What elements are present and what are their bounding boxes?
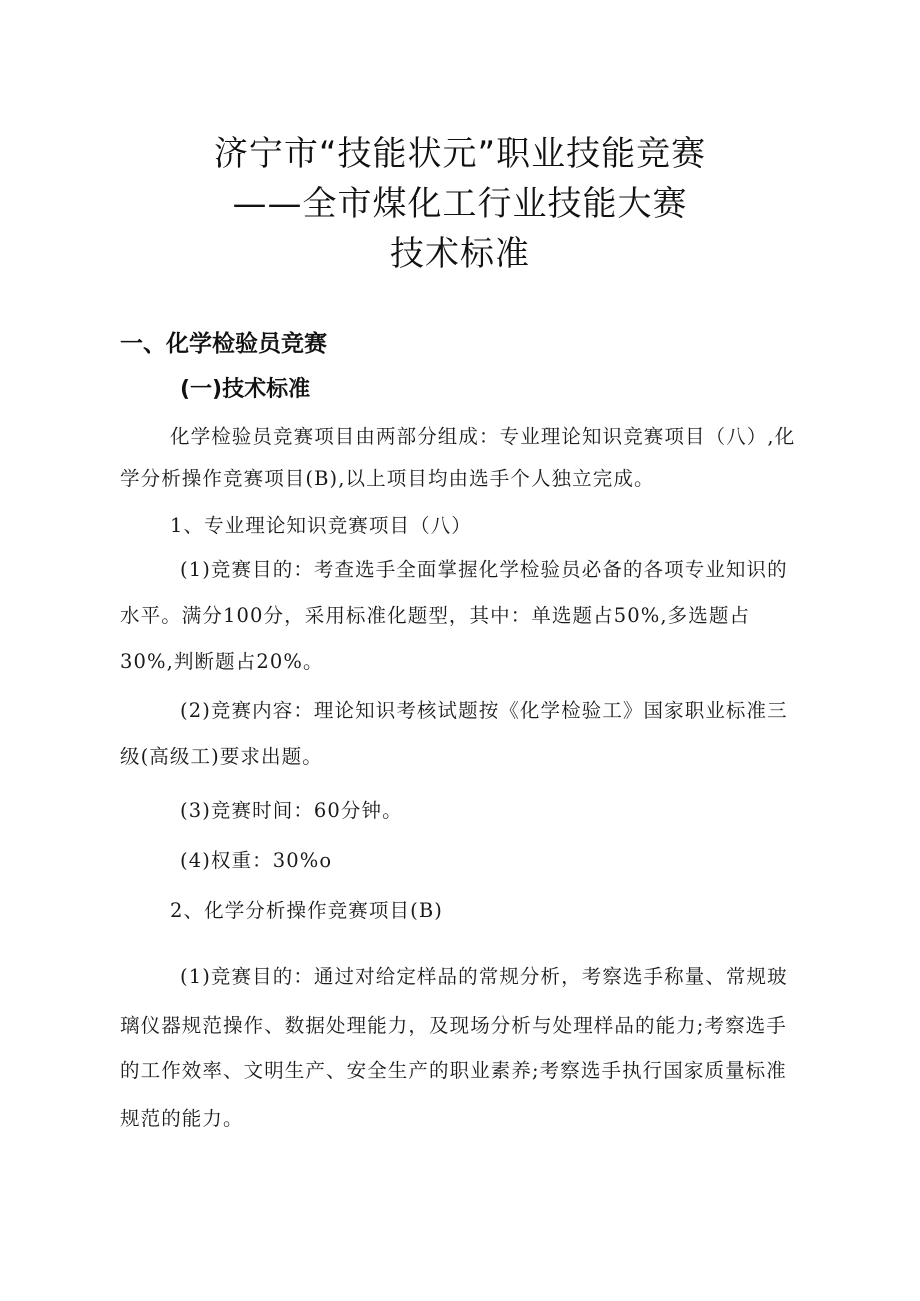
item1-heading: 1、专业理论知识竞赛项目（八） [170,514,472,537]
document-title-line-3: 技术标准 [390,234,530,274]
item1-time: (3)竞赛时间：60分钟。 [180,799,403,822]
subsection-heading: (一)技术标准 [180,377,311,402]
item1-purpose-line-3: 30%,判断题占20%。 [120,650,324,673]
intro-paragraph-line-1: 化学检验员竞赛项目由两部分组成：专业理论知识竞赛项目（八）,化 [170,425,796,448]
item2-purpose-line-2: 璃仪器规范操作、数据处理能力，及现场分析与处理样品的能力;考察选手 [120,1014,787,1037]
section-heading: 一、化学检验员竞赛 [120,331,327,357]
item1-content-line-1: (2)竞赛内容：理论知识考核试题按《化学检验工》国家职业标准三 [180,699,788,722]
item2-purpose-line-3: 的工作效率、文明生产、安全生产的职业素养;考察选手执行国家质量标准 [120,1059,787,1082]
item1-content-line-2: 级(高级工)要求出题。 [120,745,323,768]
item2-purpose-line-1: (1)竞赛目的：通过对给定样品的常规分析，考察选手称量、常规玻 [180,965,788,988]
document-title-line-1: 济宁市“技能状元”职业技能竞赛 [213,134,707,174]
item1-weight: (4)权重：30%o [180,849,333,872]
item1-purpose-line-2: 水平。满分100分，采用标准化题型，其中：单选题占50%,多选题占 [120,604,751,627]
item2-heading: 2、化学分析操作竞赛项目(B) [170,899,443,922]
item1-purpose-line-1: (1)竞赛目的：考查选手全面掌握化学检验员必备的各项专业知识的 [180,558,788,581]
document-title-line-2: ——全市煤化工行业技能大赛 [232,184,688,224]
item2-purpose-line-4: 规范的能力。 [120,1107,244,1130]
intro-paragraph-line-2: 学分析操作竞赛项目(B),以上项目均由选手个人独立完成。 [120,467,655,490]
